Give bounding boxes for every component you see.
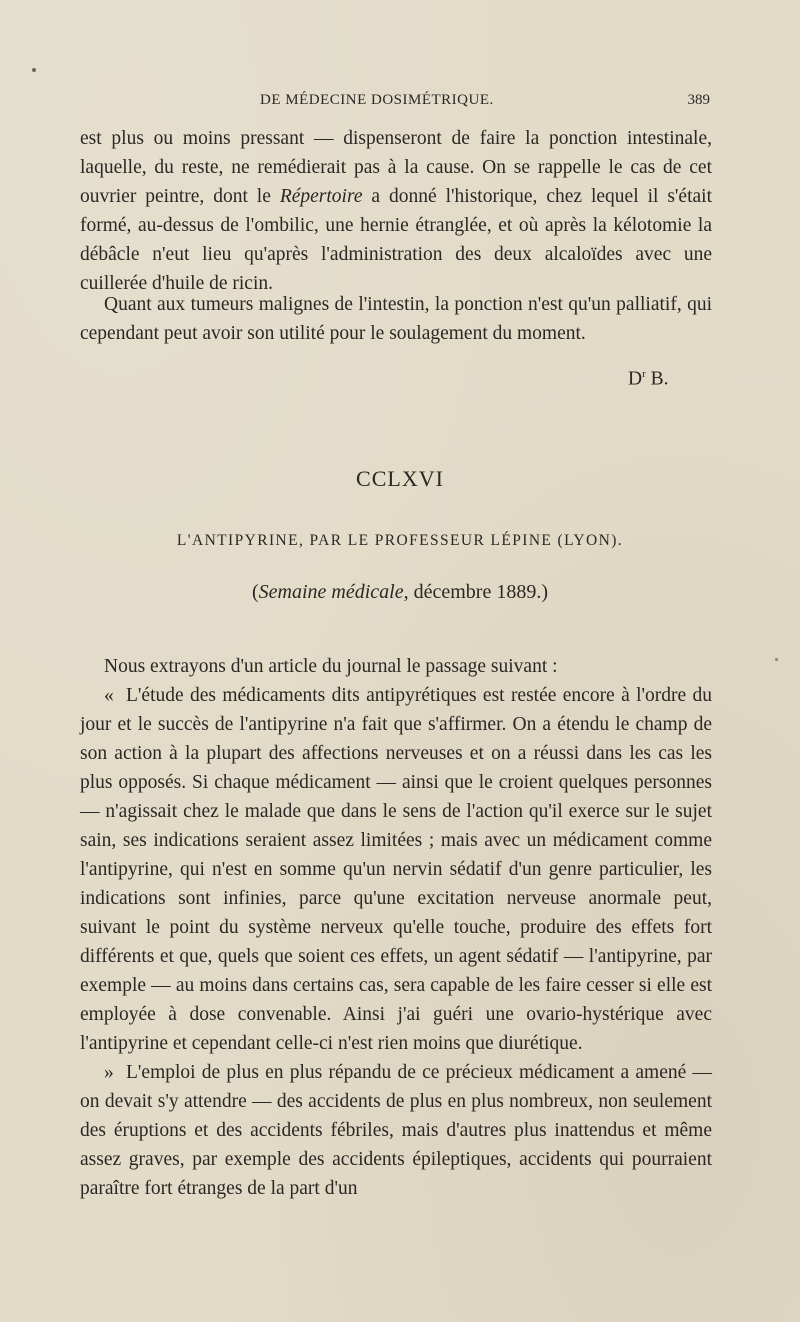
source-open-paren: ( — [251, 581, 259, 603]
page-number: 389 — [687, 92, 710, 108]
text-line: laquelle, du reste, ne remédierait pas à la cause. On se rappelle le cas — [80, 157, 656, 178]
source-date: , décembre 1889.) — [403, 581, 548, 603]
article-number: CCLXVI — [356, 466, 444, 491]
continuation-paragraph — [80, 124, 712, 298]
text-line: après la kélotomie la débâcle n'eut lieu qu'après l'administration des deux — [80, 215, 712, 265]
source-citation — [0, 581, 800, 604]
text-line: lequel il s'était formé, au-dessus de l'ombilic, une hernie étranglée, et où — [80, 186, 712, 236]
article-title: L'ANTIPYRINE, PAR LE PROFESSEUR LÉPINE (LYON). — [176, 532, 624, 549]
source-journal: Semaine médicale — [258, 581, 404, 603]
text-line: a donné l'historique, chez — [371, 186, 583, 207]
quote-text: L'emploi de plus en plus répandu de ce précieux médicament a amené — on devait s'y attendre — des accidents de plus en plus nombreux, non seulement des éruptions et des accidents fébriles, mais d'autres plus inattendus et même assez graves, par exemple des accidents épileptiques, accidents qui pourraient paraître fort étranges de la part d'un — [80, 1062, 712, 1199]
article-body — [80, 652, 712, 1203]
ink-speck — [775, 658, 778, 661]
author-signature — [628, 368, 669, 391]
quote-mark: « — [104, 685, 114, 706]
running-header — [80, 92, 710, 116]
signature-superscript: r — [642, 368, 646, 380]
paragraph-text: Quant aux tumeurs malignes de l'intestin, la ponction n'est qu'un palliatif, qui cependant peut avoir son utilité pour le soulagement du moment. — [80, 294, 712, 344]
ink-speck — [32, 68, 36, 72]
text-line: alcaloïdes avec une cuillerée d'huile de ricin. — [80, 244, 712, 294]
text-line: est plus ou moins pressant — dispenseront de faire la ponction intestinale, — [80, 128, 712, 149]
quote-mark: » — [104, 1062, 114, 1083]
closing-paragraph — [80, 290, 712, 348]
quote-paragraph — [80, 681, 712, 1058]
signature-prefix: D — [628, 368, 643, 390]
intro-paragraph: Nous extrayons d'un article du journal le passage suivant : — [104, 656, 558, 677]
running-title: DE MÉDECINE DOSIMÉTRIQUE. — [260, 92, 494, 108]
quote-paragraph — [80, 1058, 712, 1203]
journal-reference: Répertoire — [279, 186, 363, 207]
quote-text: L'étude des médicaments dits antipyrétiques est restée encore à l'ordre du jour et le succès de l'antipyrine n'a fait que s'affirmer. On a étendu le champ de son action à la plupart des affections nerveuses et on a réussi dans les cas les plus opposés. Si chaque médicament — ainsi que le croient quelques personnes — n'agissait chez le malade que dans le sens de l'action qu'il exerce sur le sujet sain, ses indications seraient assez limitées ; mais avec un médicament comme l'antipyrine, qui n'est en somme qu'un nervin sédatif d'un genre particulier, les indications sont infinies, parce qu'une excitation nerveuse anormale peut, suivant le point du système nerveux qu'elle touche, produire des effets fort différents et que, quels que soient ces effets, un agent sédatif — l'antipyrine, par exemple — au moins dans certains cas, sera capable de les faire cesser si elle est employée à dose convenable. Ainsi j'ai guéri une ovario-hystérique avec l'antipyrine et cependant celle-ci n'est rien moins que diurétique. — [80, 685, 712, 1054]
text-line: de cet ouvrier peintre, dont le — [80, 157, 712, 207]
signature-initial: B. — [650, 368, 669, 390]
